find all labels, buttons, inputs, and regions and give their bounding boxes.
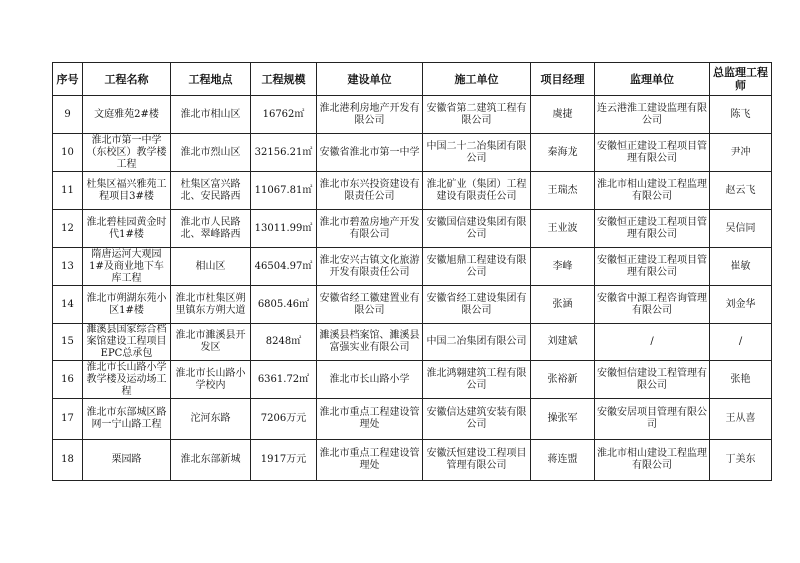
cell-chief: 崔敏 bbox=[710, 248, 772, 286]
cell-no: 14 bbox=[53, 286, 83, 324]
cell-supervisor: 连云港淮工建设监理有限公司 bbox=[595, 96, 710, 134]
cell-location: 淮北市长山路小学校内 bbox=[171, 361, 251, 399]
cell-name: 杜集区福兴雅苑工程项目3#楼 bbox=[83, 172, 171, 210]
header-contractor: 施工单位 bbox=[423, 63, 531, 96]
cell-no: 9 bbox=[53, 96, 83, 134]
cell-contractor: 安徽旭鼎工程建设有限公司 bbox=[423, 248, 531, 286]
cell-builder: 淮北市东兴投资建设有限责任公司 bbox=[317, 172, 423, 210]
cell-chief: 尹冲 bbox=[710, 134, 772, 172]
table-header-row bbox=[53, 63, 772, 96]
table-row bbox=[53, 210, 772, 248]
cell-builder: 淮北市重点工程建设管理处 bbox=[317, 399, 423, 440]
cell-name: 淮北市东部城区路网一宁山路工程 bbox=[83, 399, 171, 440]
header-location: 工程地点 bbox=[171, 63, 251, 96]
cell-no: 10 bbox=[53, 134, 83, 172]
cell-contractor: 淮北矿业（集团）工程建设有限责任公司 bbox=[423, 172, 531, 210]
table-row bbox=[53, 172, 772, 210]
cell-chief: 王从喜 bbox=[710, 399, 772, 440]
cell-supervisor: 安徽安居项目管理有限公司 bbox=[595, 399, 710, 440]
cell-manager: 蒋连盟 bbox=[531, 440, 595, 481]
cell-contractor: 安徽沃恒建设工程项目管理有限公司 bbox=[423, 440, 531, 481]
cell-manager: 王业波 bbox=[531, 210, 595, 248]
cell-contractor: 安徽省第二建筑工程有限公司 bbox=[423, 96, 531, 134]
cell-name: 淮北市第一中学（东校区）教学楼工程 bbox=[83, 134, 171, 172]
cell-chief: 张艳 bbox=[710, 361, 772, 399]
cell-scale: 6805.46㎡ bbox=[251, 286, 317, 324]
cell-location: 淮北市烈山区 bbox=[171, 134, 251, 172]
cell-no: 18 bbox=[53, 440, 83, 481]
cell-manager: 李峰 bbox=[531, 248, 595, 286]
cell-supervisor: / bbox=[595, 324, 710, 361]
cell-builder: 安徽省淮北市第一中学 bbox=[317, 134, 423, 172]
cell-location: 沱河东路 bbox=[171, 399, 251, 440]
cell-scale: 1917万元 bbox=[251, 440, 317, 481]
cell-contractor: 淮北鸿翱建筑工程有限公司 bbox=[423, 361, 531, 399]
cell-manager: 张裕新 bbox=[531, 361, 595, 399]
cell-no: 13 bbox=[53, 248, 83, 286]
cell-supervisor: 安徽恒信建设工程管理有限公司 bbox=[595, 361, 710, 399]
cell-supervisor: 安徽恒正建设工程项目管理有限公司 bbox=[595, 210, 710, 248]
cell-scale: 6361.72㎡ bbox=[251, 361, 317, 399]
cell-builder: 安徽省经工徽建置业有限公司 bbox=[317, 286, 423, 324]
cell-builder: 淮北港利房地产开发有限公司 bbox=[317, 96, 423, 134]
cell-supervisor: 安徽恒正建设工程项目管理有限公司 bbox=[595, 134, 710, 172]
cell-chief: 吴信同 bbox=[710, 210, 772, 248]
cell-builder: 濉溪县档案馆、濉溪县富强实业有限公司 bbox=[317, 324, 423, 361]
table-row bbox=[53, 399, 772, 440]
header-manager: 项目经理 bbox=[531, 63, 595, 96]
cell-no: 12 bbox=[53, 210, 83, 248]
cell-no: 15 bbox=[53, 324, 83, 361]
table-row bbox=[53, 361, 772, 399]
cell-location: 淮北市人民路北、翠峰路西 bbox=[171, 210, 251, 248]
header-supervisor: 监理单位 bbox=[595, 63, 710, 96]
project-table-sheet bbox=[52, 62, 772, 481]
table-row bbox=[53, 286, 772, 324]
header-scale: 工程规模 bbox=[251, 63, 317, 96]
cell-no: 17 bbox=[53, 399, 83, 440]
cell-supervisor: 安徽省中源工程咨询管理有限公司 bbox=[595, 286, 710, 324]
cell-contractor: 安徽信达建筑安装有限公司 bbox=[423, 399, 531, 440]
header-no: 序号 bbox=[53, 63, 83, 96]
cell-contractor: 安徽省经工建设集团有限公司 bbox=[423, 286, 531, 324]
cell-scale: 8248㎡ bbox=[251, 324, 317, 361]
table-row bbox=[53, 96, 772, 134]
cell-scale: 32156.21㎡ bbox=[251, 134, 317, 172]
cell-manager: 刘建斌 bbox=[531, 324, 595, 361]
cell-location: 相山区 bbox=[171, 248, 251, 286]
cell-contractor: 中国二冶集团有限公司 bbox=[423, 324, 531, 361]
cell-scale: 16762㎡ bbox=[251, 96, 317, 134]
cell-contractor: 安徽国信建设集团有限公司 bbox=[423, 210, 531, 248]
cell-manager: 秦海龙 bbox=[531, 134, 595, 172]
cell-supervisor: 淮北市相山建设工程监理有限公司 bbox=[595, 440, 710, 481]
cell-builder: 淮北安兴古镇文化旅游开发有限责任公司 bbox=[317, 248, 423, 286]
cell-chief: 丁美东 bbox=[710, 440, 772, 481]
table-row bbox=[53, 248, 772, 286]
cell-scale: 46504.97㎡ bbox=[251, 248, 317, 286]
cell-contractor: 中国二十二冶集团有限公司 bbox=[423, 134, 531, 172]
cell-name: 淮北市长山路小学教学楼及运动场工程 bbox=[83, 361, 171, 399]
cell-name: 栗园路 bbox=[83, 440, 171, 481]
cell-chief: 刘金华 bbox=[710, 286, 772, 324]
cell-manager: 虞捷 bbox=[531, 96, 595, 134]
header-chief: 总监理工程师 bbox=[710, 63, 772, 96]
cell-scale: 11067.81㎡ bbox=[251, 172, 317, 210]
cell-chief: / bbox=[710, 324, 772, 361]
cell-name: 文庭雅苑2#楼 bbox=[83, 96, 171, 134]
cell-builder: 淮北市碧盈房地产开发有限公司 bbox=[317, 210, 423, 248]
cell-manager: 操张军 bbox=[531, 399, 595, 440]
cell-location: 淮北东部新城 bbox=[171, 440, 251, 481]
cell-manager: 张涵 bbox=[531, 286, 595, 324]
cell-location: 杜集区富兴路北、安民路西 bbox=[171, 172, 251, 210]
cell-builder: 淮北市重点工程建设管理处 bbox=[317, 440, 423, 481]
table-row bbox=[53, 134, 772, 172]
cell-name: 淮北碧桂园黄金时代1#楼 bbox=[83, 210, 171, 248]
cell-location: 淮北市杜集区朔里镇东方朔大道 bbox=[171, 286, 251, 324]
project-table bbox=[52, 62, 772, 481]
cell-location: 淮北市濉溪县开发区 bbox=[171, 324, 251, 361]
table-row bbox=[53, 324, 772, 361]
cell-manager: 王瑞杰 bbox=[531, 172, 595, 210]
cell-chief: 陈飞 bbox=[710, 96, 772, 134]
cell-name: 淮北市朔湖东苑小区1#楼 bbox=[83, 286, 171, 324]
cell-no: 16 bbox=[53, 361, 83, 399]
cell-builder: 淮北市长山路小学 bbox=[317, 361, 423, 399]
cell-name: 濉溪县国家综合档案馆建设工程项目EPC总承包 bbox=[83, 324, 171, 361]
cell-chief: 赵云飞 bbox=[710, 172, 772, 210]
cell-supervisor: 安徽恒正建设工程项目管理有限公司 bbox=[595, 248, 710, 286]
cell-supervisor: 淮北市相山建设工程监理有限公司 bbox=[595, 172, 710, 210]
cell-no: 11 bbox=[53, 172, 83, 210]
table-row bbox=[53, 440, 772, 481]
cell-name: 隋唐运河大观园1#及商业地下车库工程 bbox=[83, 248, 171, 286]
header-name: 工程名称 bbox=[83, 63, 171, 96]
header-builder: 建设单位 bbox=[317, 63, 423, 96]
cell-location: 淮北市相山区 bbox=[171, 96, 251, 134]
cell-scale: 7206万元 bbox=[251, 399, 317, 440]
cell-scale: 13011.99㎡ bbox=[251, 210, 317, 248]
